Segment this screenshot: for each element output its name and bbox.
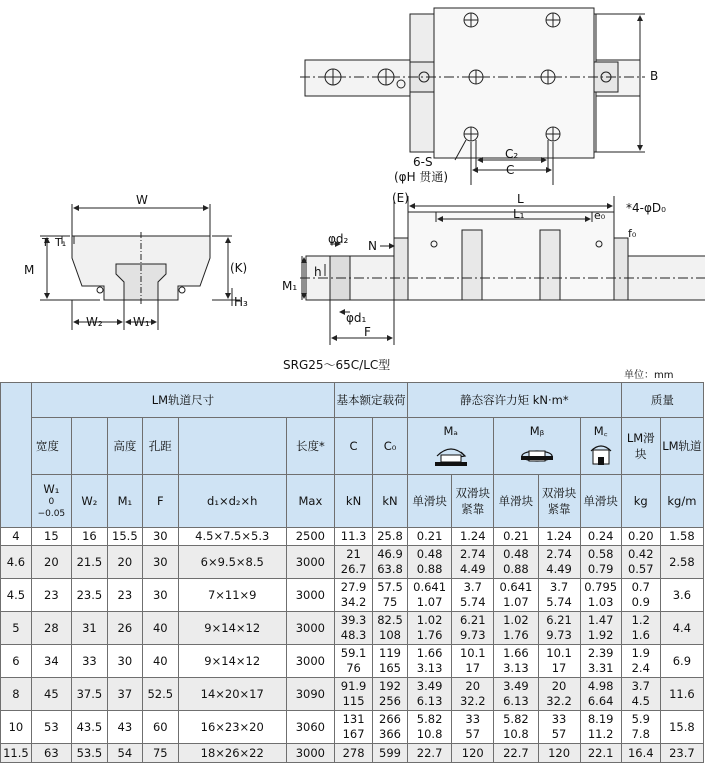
cell-c0: 57.5 75: [373, 579, 408, 612]
dim-label-e: (E): [392, 191, 409, 205]
cell-mc: 0.58 0.79: [580, 546, 621, 579]
cell-w2: 21.5: [71, 546, 107, 579]
mb-moment-icon: [517, 440, 557, 468]
header-mb-single: 单滑块: [494, 475, 538, 528]
cell-c: 131 167: [335, 711, 373, 744]
table-row: [1, 546, 704, 579]
table-row: [1, 711, 704, 744]
cell-rail: 11.6: [660, 678, 703, 711]
cell-mb2: 33 57: [538, 711, 580, 744]
header-c-unit: kN: [335, 475, 373, 528]
header-ma-double: 双滑块紧靠: [452, 475, 494, 528]
header-f: F: [142, 475, 178, 528]
cell-mb2: 2.74 4.49: [538, 546, 580, 579]
cell-c: 91.9 115: [335, 678, 373, 711]
cell-ma2: 6.21 9.73: [452, 612, 494, 645]
cell-ma2: 2.74 4.49: [452, 546, 494, 579]
cell-rail: 15.8: [660, 711, 703, 744]
cell-dims: 9×14×12: [178, 645, 286, 678]
cell-m1: 20: [107, 546, 142, 579]
cell-c0: 25.8: [373, 528, 408, 546]
cell-max: 3000: [286, 645, 334, 678]
header-lm-block: LM滑块: [621, 418, 660, 475]
cell-m1: 43: [107, 711, 142, 744]
cell-block: 1.9 2.4: [621, 645, 660, 678]
dim-label-d1: φd₁: [346, 311, 367, 325]
dim-label-b: B: [650, 69, 659, 83]
cell-max: 3060: [286, 711, 334, 744]
cell-w2: 31: [71, 612, 107, 645]
header-kgm: kg/m: [660, 475, 703, 528]
header-c0: C₀: [373, 418, 408, 475]
header-kg: kg: [621, 475, 660, 528]
cell-w1: 20: [31, 546, 71, 579]
cell-f: 75: [142, 744, 178, 763]
cell-ma1: 5.82 10.8: [408, 711, 452, 744]
cell-mb1: 1.02 1.76: [494, 612, 538, 645]
cell-rail: 6.9: [660, 645, 703, 678]
cell-f: 30: [142, 546, 178, 579]
cell-rail: 1.58: [660, 528, 703, 546]
dim-label-l: L: [517, 192, 524, 206]
header-ma: [408, 418, 494, 475]
mc-label: M꜀: [593, 423, 608, 438]
cell-c0: 192 256: [373, 678, 408, 711]
model-caption: SRG25～65C/LC型: [283, 358, 391, 372]
w1-tol-upper: 0: [48, 497, 55, 507]
w1-tol-lower: −0.05: [37, 509, 66, 519]
cell-h3: 8: [1, 678, 32, 711]
cell-block: 3.7 4.5: [621, 678, 660, 711]
cell-w2: 53.5: [71, 744, 107, 763]
mc-moment-icon: [585, 441, 617, 469]
cell-mc: 0.795 1.03: [580, 579, 621, 612]
header-length: 长度*: [286, 418, 334, 475]
header-mb: [494, 418, 580, 475]
cell-ma1: 22.7: [408, 744, 452, 763]
unit-label: 单位：mm: [624, 370, 674, 381]
cell-mc: 2.39 3.31: [580, 645, 621, 678]
header-dims: d₁×d₂×h: [178, 475, 286, 528]
header-mc-single: 单滑块: [580, 475, 621, 528]
cell-f: 40: [142, 612, 178, 645]
cell-rail: 3.6: [660, 579, 703, 612]
front-view: [40, 204, 240, 330]
ma-label: Mₐ: [443, 424, 458, 438]
cell-c0: 46.9 63.8: [373, 546, 408, 579]
cell-c: 278: [335, 744, 373, 763]
cell-mb1: 5.82 10.8: [494, 711, 538, 744]
cell-block: 5.9 7.8: [621, 711, 660, 744]
cell-m1: 37: [107, 678, 142, 711]
cell-rail: 4.4: [660, 612, 703, 645]
dim-label-c2: C₂: [505, 147, 519, 161]
cell-dims: 6×9.5×8.5: [178, 546, 286, 579]
cell-ma1: 3.49 6.13: [408, 678, 452, 711]
cell-mb1: 3.49 6.13: [494, 678, 538, 711]
cell-mb2: 1.24: [538, 528, 580, 546]
header-mc: [580, 418, 621, 475]
cell-h3: 4.5: [1, 579, 32, 612]
cell-ma2: 33 57: [452, 711, 494, 744]
cell-w1: 15: [31, 528, 71, 546]
dim-label-c: C: [506, 163, 515, 177]
mb-label: Mᵦ: [529, 424, 545, 438]
cell-dims: 14×20×17: [178, 678, 286, 711]
cell-max: 3000: [286, 744, 334, 763]
cell-ma1: 0.21: [408, 528, 452, 546]
top-view: [300, 8, 645, 185]
cell-c: 21 26.7: [335, 546, 373, 579]
cell-f: 52.5: [142, 678, 178, 711]
cell-m1: 23: [107, 579, 142, 612]
dim-label-phi-h: (φH 贯通): [394, 170, 449, 184]
cell-dims: 18×26×22: [178, 744, 286, 763]
cell-mb1: 0.48 0.88: [494, 546, 538, 579]
dim-label-w2: W₂: [86, 315, 103, 329]
cell-c: 39.3 48.3: [335, 612, 373, 645]
cell-mc: 1.47 1.92: [580, 612, 621, 645]
dim-label-m: M: [24, 263, 35, 277]
cell-ma1: 1.02 1.76: [408, 612, 452, 645]
dim-label-d0: *4-φD₀: [626, 201, 666, 215]
cell-dims: 9×14×12: [178, 612, 286, 645]
cell-mb2: 10.1 17: [538, 645, 580, 678]
cell-mb2: 120: [538, 744, 580, 763]
cell-f: 60: [142, 711, 178, 744]
dim-label-m1: M₁: [282, 279, 298, 293]
dim-label-h: h: [314, 265, 322, 279]
cell-ma2: 3.7 5.74: [452, 579, 494, 612]
cell-mb2: 6.21 9.73: [538, 612, 580, 645]
table-row: [1, 645, 704, 678]
header-h3-spacer: [1, 383, 32, 528]
header-mass: 质量: [621, 383, 703, 418]
cell-m1: 15.5: [107, 528, 142, 546]
cell-h3: 6: [1, 645, 32, 678]
header-ma-single: 单滑块: [408, 475, 452, 528]
cell-ma1: 0.641 1.07: [408, 579, 452, 612]
cell-ma2: 1.24: [452, 528, 494, 546]
w1-label: W₁: [43, 482, 60, 496]
header-height: 高度: [107, 418, 142, 475]
cell-m1: 30: [107, 645, 142, 678]
cell-w1: 45: [31, 678, 71, 711]
header-load-rating: 基本额定载荷: [335, 383, 408, 418]
cell-f: 30: [142, 528, 178, 546]
cell-ma1: 0.48 0.88: [408, 546, 452, 579]
cell-mb1: 1.66 3.13: [494, 645, 538, 678]
cell-w1: 34: [31, 645, 71, 678]
cell-w2: 16: [71, 528, 107, 546]
cell-ma2: 10.1 17: [452, 645, 494, 678]
header-w2: W₂: [71, 475, 107, 528]
dim-label-f0: f₀: [628, 227, 637, 240]
cell-rail: 2.58: [660, 546, 703, 579]
header-c: C: [335, 418, 373, 475]
cell-h3: 4: [1, 528, 32, 546]
cell-dims: 4.5×7.5×5.3: [178, 528, 286, 546]
dim-label-d2: φd₂: [328, 232, 349, 246]
header-dims-spacer: [178, 418, 286, 475]
cell-rail: 23.7: [660, 744, 703, 763]
cell-f: 30: [142, 579, 178, 612]
cell-h3: 5: [1, 612, 32, 645]
cell-max: 3000: [286, 546, 334, 579]
cell-c: 59.1 76: [335, 645, 373, 678]
cell-h3: 11.5: [1, 744, 32, 763]
header-static-moment: 静态容许力矩 kN·m*: [408, 383, 622, 418]
cell-h3: 4.6: [1, 546, 32, 579]
cell-mc: 4.98 6.64: [580, 678, 621, 711]
dim-label-l1: L₁: [513, 207, 525, 221]
cell-dims: 7×11×9: [178, 579, 286, 612]
dim-label-k: (K): [230, 261, 248, 275]
technical-drawing: [0, 0, 705, 380]
cell-mb2: 3.7 5.74: [538, 579, 580, 612]
header-width: 宽度: [31, 418, 71, 475]
cell-mb1: 0.641 1.07: [494, 579, 538, 612]
table-row: [1, 678, 704, 711]
cell-block: 0.20: [621, 528, 660, 546]
cell-block: 1.2 1.6: [621, 612, 660, 645]
cell-mc: 22.1: [580, 744, 621, 763]
cell-w1: 28: [31, 612, 71, 645]
dim-label-e0: e₀: [594, 209, 606, 222]
header-rail-dims: LM轨道尺寸: [31, 383, 334, 418]
ma-moment-icon: [431, 440, 471, 468]
dim-label-n: N: [368, 239, 377, 253]
cell-max: 2500: [286, 528, 334, 546]
cell-dims: 16×23×20: [178, 711, 286, 744]
dim-label-6s: 6-S: [413, 155, 433, 169]
cell-m1: 26: [107, 612, 142, 645]
cell-f: 40: [142, 645, 178, 678]
dim-label-t1: T₁: [55, 236, 67, 249]
cell-w2: 33: [71, 645, 107, 678]
dim-label-w1: W₁: [133, 315, 150, 329]
table-row: [1, 579, 704, 612]
cell-max: 3000: [286, 612, 334, 645]
cell-block: 0.7 0.9: [621, 579, 660, 612]
spec-table: [0, 382, 704, 763]
cell-mc: 0.24: [580, 528, 621, 546]
cell-max: 3090: [286, 678, 334, 711]
header-lm-rail: LM轨道: [660, 418, 703, 475]
cell-mb1: 0.21: [494, 528, 538, 546]
cell-block: 0.42 0.57: [621, 546, 660, 579]
cell-m1: 54: [107, 744, 142, 763]
spec-table-body: [1, 528, 704, 763]
cell-w2: 37.5: [71, 678, 107, 711]
cell-ma1: 1.66 3.13: [408, 645, 452, 678]
cell-w2: 23.5: [71, 579, 107, 612]
dim-label-h3: H₃: [234, 295, 248, 309]
header-c0-unit: kN: [373, 475, 408, 528]
dim-label-t: T: [42, 236, 49, 249]
cell-c0: 599: [373, 744, 408, 763]
dim-label-f: F: [364, 325, 371, 339]
header-mb-double: 双滑块紧靠: [538, 475, 580, 528]
table-row: [1, 744, 704, 763]
cell-max: 3000: [286, 579, 334, 612]
header-w1: [31, 475, 71, 528]
header-w2-spacer: [71, 418, 107, 475]
cell-block: 16.4: [621, 744, 660, 763]
cell-mb2: 20 32.2: [538, 678, 580, 711]
header-m1: M₁: [107, 475, 142, 528]
cell-c0: 119 165: [373, 645, 408, 678]
cell-c0: 82.5 108: [373, 612, 408, 645]
cell-mc: 8.19 11.2: [580, 711, 621, 744]
header-pitch: 孔距: [142, 418, 178, 475]
cell-c: 27.9 34.2: [335, 579, 373, 612]
header-max: Max: [286, 475, 334, 528]
table-row: [1, 612, 704, 645]
table-row: [1, 528, 704, 546]
cell-ma2: 120: [452, 744, 494, 763]
cell-ma2: 20 32.2: [452, 678, 494, 711]
cell-w1: 23: [31, 579, 71, 612]
cell-mb1: 22.7: [494, 744, 538, 763]
cell-c: 11.3: [335, 528, 373, 546]
cell-w1: 53: [31, 711, 71, 744]
cell-c0: 266 366: [373, 711, 408, 744]
cell-w1: 63: [31, 744, 71, 763]
dim-label-w: W: [136, 193, 148, 207]
cell-h3: 10: [1, 711, 32, 744]
cell-w2: 43.5: [71, 711, 107, 744]
